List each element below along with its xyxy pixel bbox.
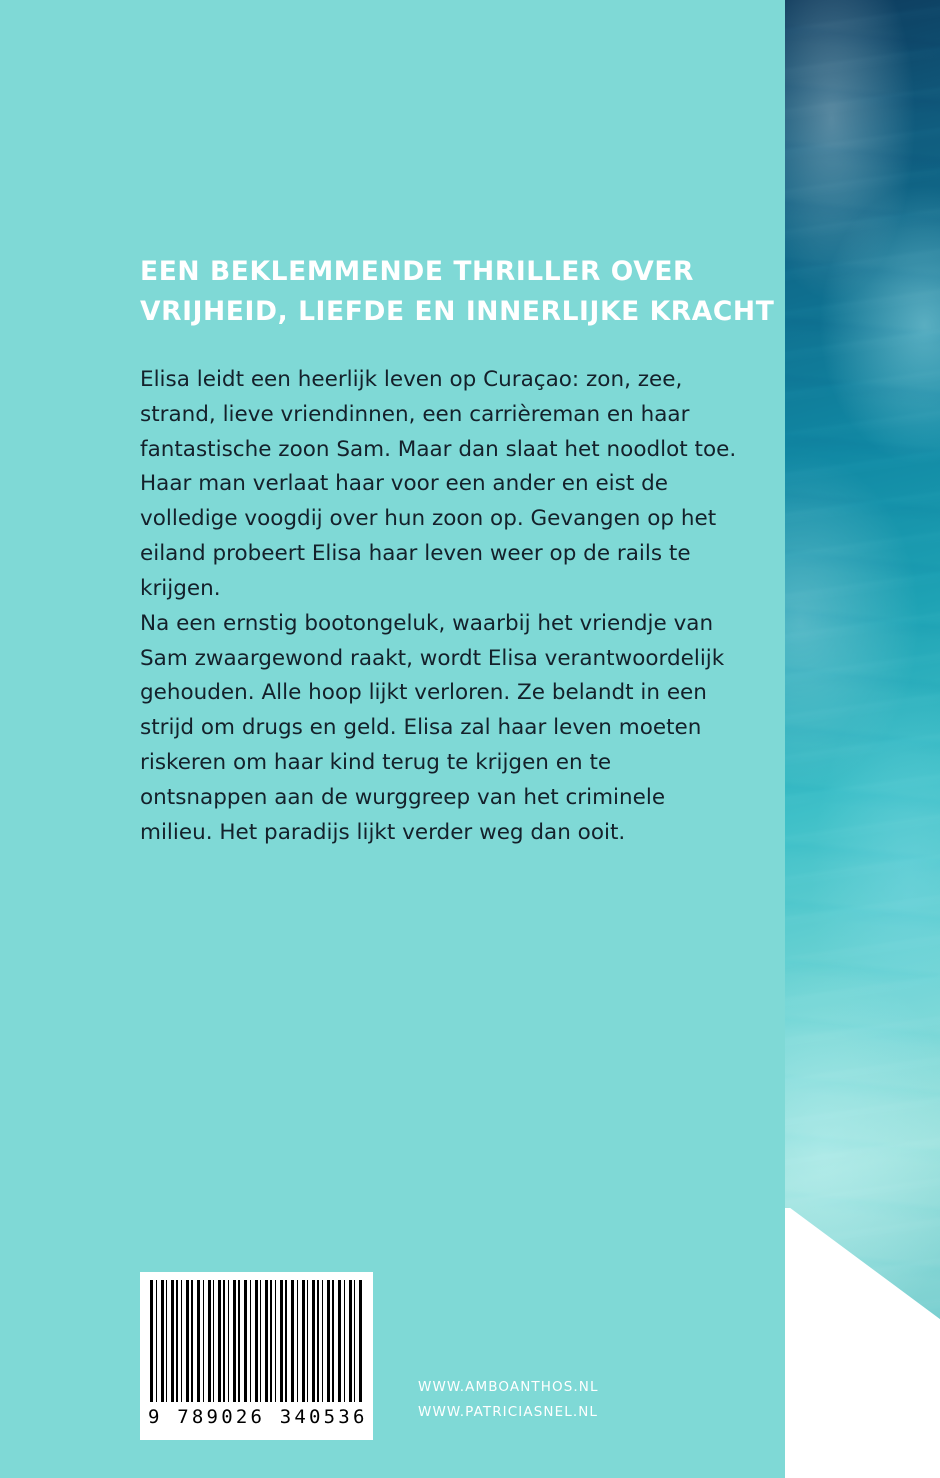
tagline: [140, 252, 775, 333]
isbn-barcode: [140, 1272, 373, 1440]
barcode-digits: 9 789026 340536: [148, 1406, 368, 1428]
barcode-bars: [150, 1280, 363, 1402]
publisher-website-link[interactable]: WWW.AMBOANTHOS.NL: [418, 1378, 599, 1395]
footer-links: [418, 1375, 738, 1426]
author-website-link[interactable]: WWW.PATRICIASNEL.NL: [418, 1404, 599, 1421]
tagline-line-1: EEN BEKLEMMENDE THRILLER OVER: [140, 256, 695, 287]
blurb-paragraph-1: Elisa leidt een heerlijk leven op Curaçao: zon, zee, strand, lieve vriendinnen, een carrièreman en haar fantastische zoon Sam. Maar dan slaat het noodlot toe. Haar man verlaat haar voor een ander en eist de volledige voogdij over hun zoon op. Gevangen op het eiland probeert Elisa haar leven weer op de rails te krijgen.: [140, 367, 737, 601]
blurb-paragraph-2: Na een ernstig bootongeluk, waarbij het vriendje van Sam zwaargewond raakt, wordt Elisa verantwoordelijk gehouden. Alle hoop lijkt verloren. Ze belandt in een strijd om drugs en geld. Elisa zal haar leven moeten riskeren om haar kind terug te krijgen en te ontsnappen aan de wurggreep van het criminele milieu. Het paradijs lijkt verder weg dan ooit.: [140, 610, 725, 845]
blurb-text: [140, 363, 740, 851]
tagline-line-2: VRIJHEID, LIEFDE EN INNERLIJKE KRACHT: [140, 296, 775, 328]
text-column: [140, 0, 775, 1478]
ocean-photo-strip: [785, 0, 940, 1478]
